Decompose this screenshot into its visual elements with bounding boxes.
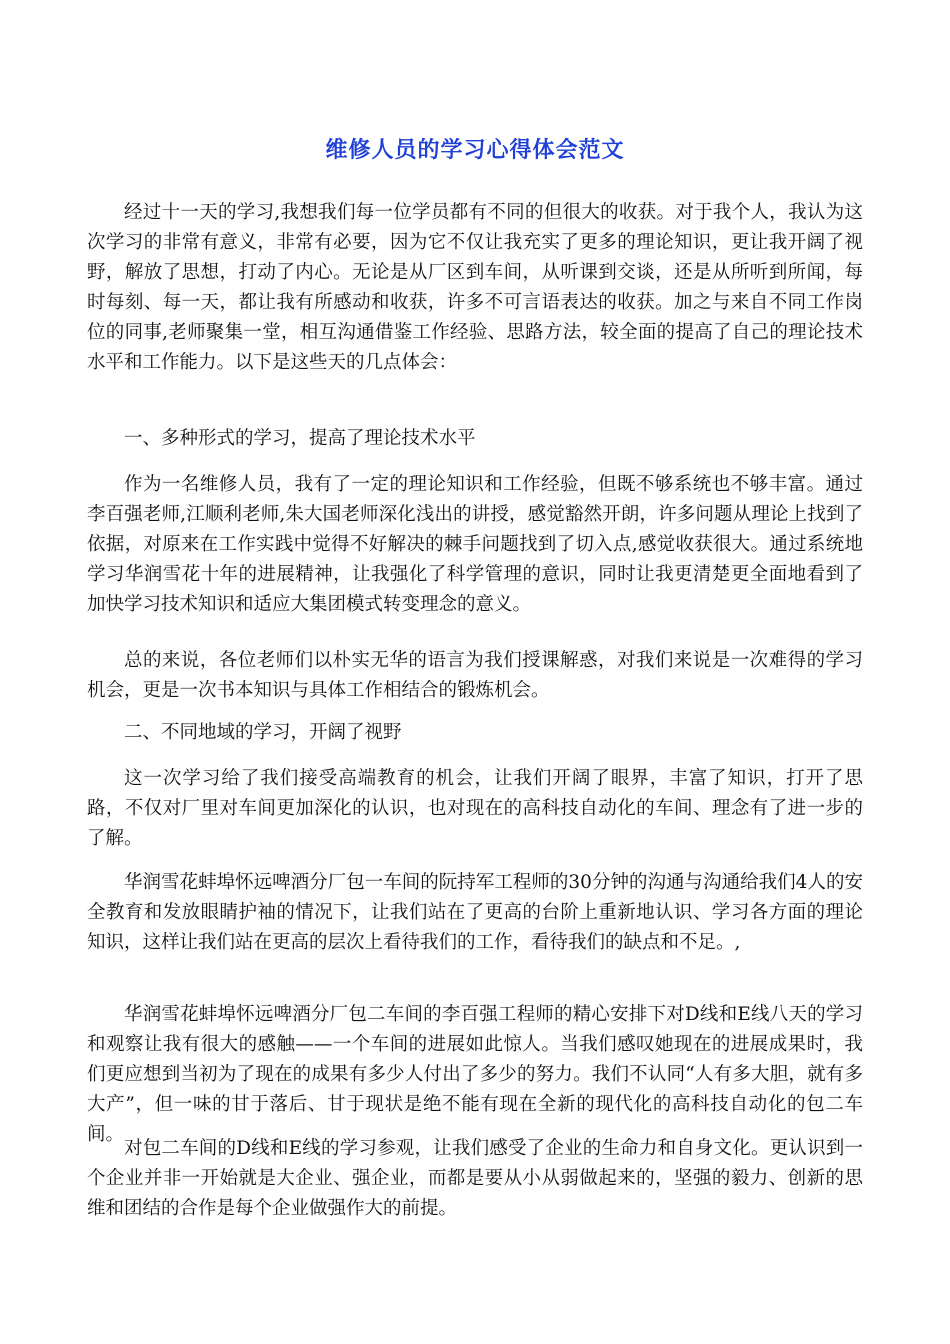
paragraph-section2-body: 这一次学习给了我们接受高端教育的机会，让我们开阔了眼界，丰富了知识，打开了思路，不仅对厂里对车间更加深化的认识，也对现在的高科技自动化的车间、理念有了进一步的了解。 (87, 768, 863, 849)
document-title: 维修人员的学习心得体会范文 (325, 138, 625, 163)
section-heading-2: 二、不同地域的学习，开阔了视野 (124, 722, 402, 743)
paragraph-section1-body: 作为一名维修人员，我有了一定的理论知识和工作经验，但既不够系统也不够丰富。通过李百强老师,江顺利老师,朱大国老师深化浅出的讲授，感觉豁然开朗，许多问题从理论上找到了依据，对原来在工作实践中觉得不好解决的棘手问题找到了切入点,感觉收获很大。通过系统地学习华润雪花十年的进展精神，让我强化了科学管理的意识，同时让我更清楚更全面地看到了加快学习技术知识和适应大集团模式转变理念的意义。 (87, 474, 863, 615)
paragraph-summary: 总的来说，各位老师们以朴实无华的语言为我们授课解惑，对我们来说是一次难得的学习机会，更是一次书本知识与具体工作相结合的锻炼机会。 (87, 650, 863, 701)
section-heading-1: 一、多种形式的学习，提高了理论技术水平 (124, 428, 476, 449)
paragraph-conclusion: 对包二车间的D线和E线的学习参观，让我们感受了企业的生命力和自身文化。更认识到一个企业并非一开始就是大企业、强企业，而都是要从小从弱做起来的，坚强的毅力、创新的思维和团结的合作是每个企业做强作大的前提。 (87, 1138, 863, 1219)
paragraph-workshop2: 华润雪花蚌埠怀远啤酒分厂包二车间的李百强工程师的精心安排下对D线和E线八天的学习和观察让我有很大的感触——一个车间的进展如此惊人。当我们感叹她现在的进展成果时，我们更应想到当初为了现在的成果有多少人付出了多少的努力。我们不认同“人有多大胆，就有多大产”，但一味的甘于落后、甘于现状是绝不能有现在全新的现代化的高科技自动化的包二车间。 (87, 1004, 863, 1145)
paragraph-workshop1: 华润雪花蚌埠怀远啤酒分厂包一车间的阮持军工程师的30分钟的沟通与沟通给我们4人的安全教育和发放眼睛护袖的情况下，让我们站在了更高的台阶上重新地认识、学习各方面的理论知识，这样让我们站在更高的层次上看待我们的工作，看待我们的缺点和不足。, (87, 872, 863, 953)
paragraph-intro: 经过十一天的学习,我想我们每一位学员都有不同的但很大的收获。对于我个人，我认为这次学习的非常有意义，非常有必要，因为它不仅让我充实了更多的理论知识，更让我开阔了视野，解放了思想，打动了内心。无论是从厂区到车间，从听课到交谈，还是从所听到所闻，每时每刻、每一天，都让我有所感动和收获，许多不可言语表达的收获。加之与来自不同工作岗位的同事,老师聚集一堂，相互沟通借鉴工作经验、思路方法，较全面的提高了自己的理论技术水平和工作能力。以下是这些天的几点体会： (87, 202, 863, 373)
